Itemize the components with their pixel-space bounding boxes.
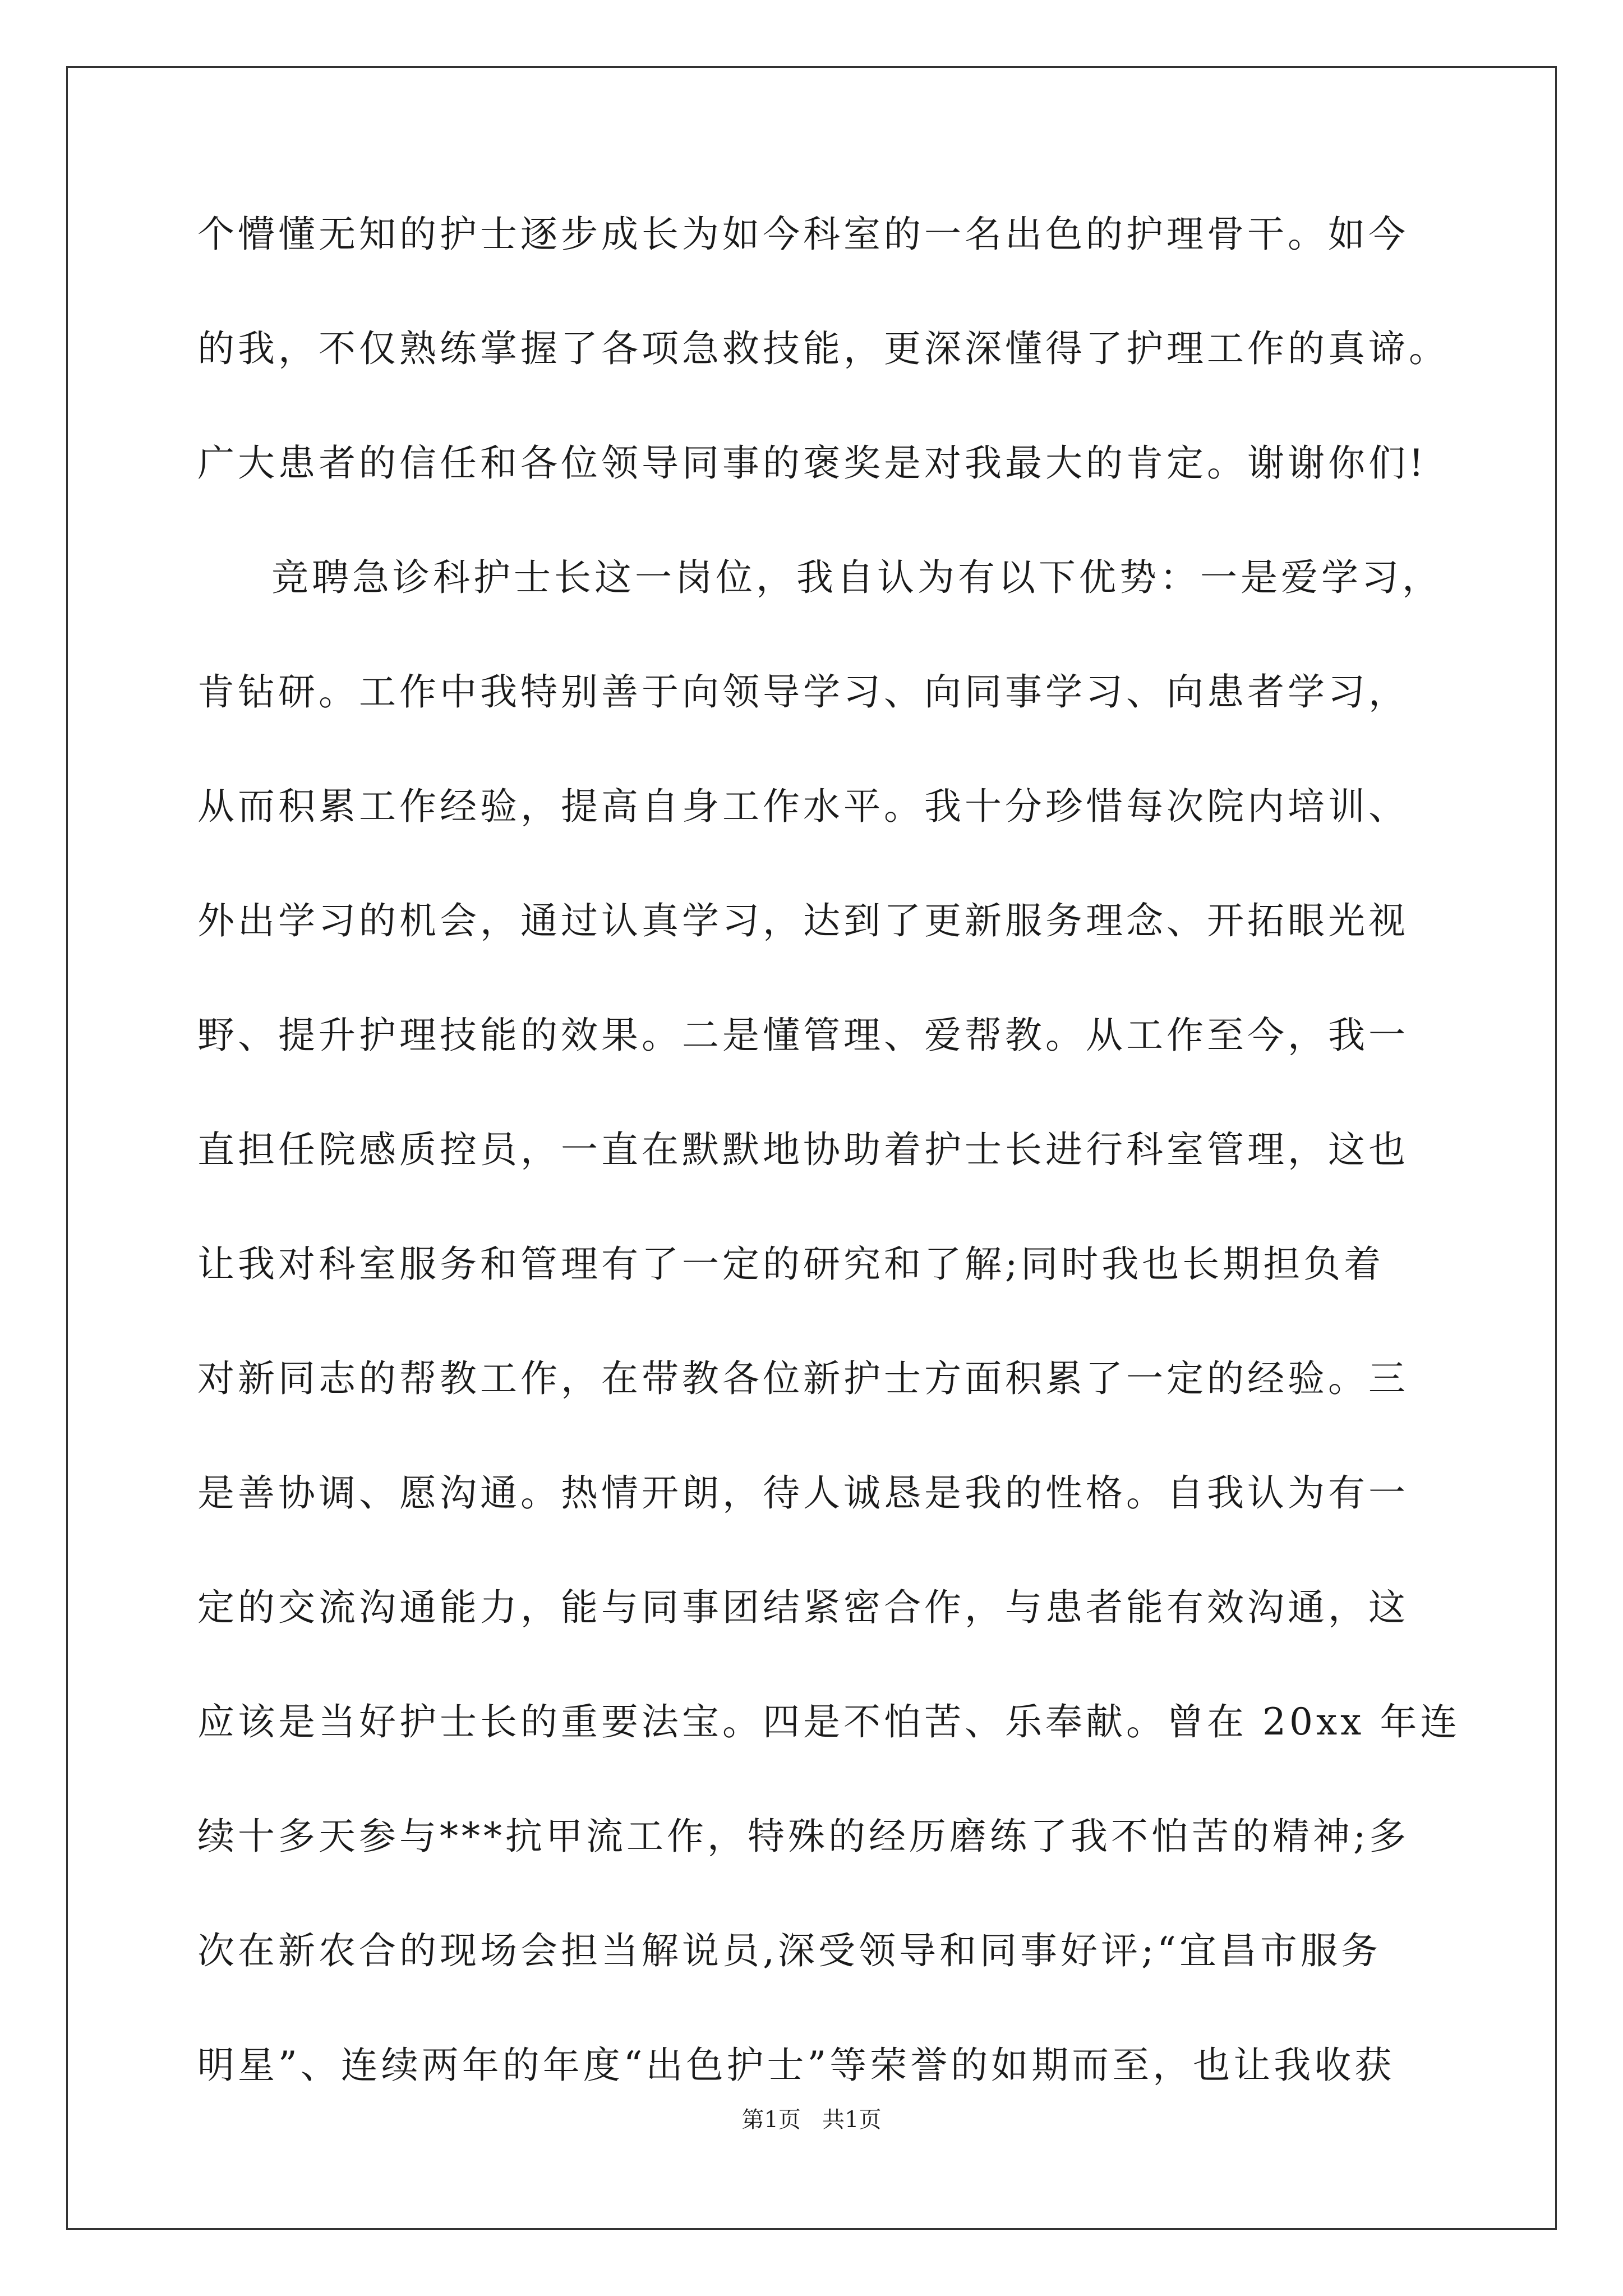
text-line: 个懵懂无知的护士逐步成长为如今科室的一名出色的护理骨干。如今 [197, 213, 1409, 256]
text-line: 广大患者的信任和各位领导同事的褒奖是对我最大的肯定。谢谢你们! [197, 441, 1427, 485]
text-line: 直担任院感质控员，一直在默默地协助着护士长进行科室管理，这也 [197, 1128, 1409, 1171]
text-line: 明星”、连续两年的年度“出色护士”等荣誉的如期而至，也让我收获 [197, 2044, 1395, 2087]
text-line: 定的交流沟通能力，能与同事团结紧密合作，与患者能有效沟通，这 [197, 1586, 1409, 1629]
text-line: 的我，不仅熟练掌握了各项急救技能，更深深懂得了护理工作的真谛。 [197, 327, 1449, 370]
text-line: 是善协调、愿沟通。热情开朗，待人诚恳是我的性格。自我认为有一 [197, 1471, 1409, 1515]
page-footer: 第1页 共1页 [741, 2107, 882, 2133]
text-line: 肯钻研。工作中我特别善于向领导学习、向同事学习、向患者学习， [197, 670, 1409, 714]
text-line: 让我对科室服务和管理有了一定的研究和了解;同时我也长期担负着 [197, 1243, 1385, 1286]
paragraph-first-line: 竞聘急诊科护士长这一岗位，我自认为有以下优势：一是爱学习， [271, 556, 1442, 599]
text-line: 野、提升护理技能的效果。二是懂管理、爱帮教。从工作至今，我一 [197, 1014, 1409, 1057]
text-line: 次在新农合的现场会担当解说员,深受领导和同事好评;“宜昌市服务 [197, 1929, 1381, 1972]
text-line: 续十多天参与***抗甲流工作，特殊的经历磨练了我不怕苦的精神;多 [197, 1815, 1410, 1858]
text-line: 外出学习的机会，通过认真学习，达到了更新服务理念、开拓眼光视 [197, 899, 1409, 942]
text-line: 从而积累工作经验，提高自身工作水平。我十分珍惜每次院内培训、 [197, 785, 1409, 828]
document-body [197, 202, 1461, 2147]
text-line: 对新同志的帮教工作，在带教各位新护士方面积累了一定的经验。三 [197, 1357, 1409, 1400]
text-line: 应该是当好护士长的重要法宝。四是不怕苦、乐奉献。曾在 20xx 年连 [197, 1700, 1461, 1743]
